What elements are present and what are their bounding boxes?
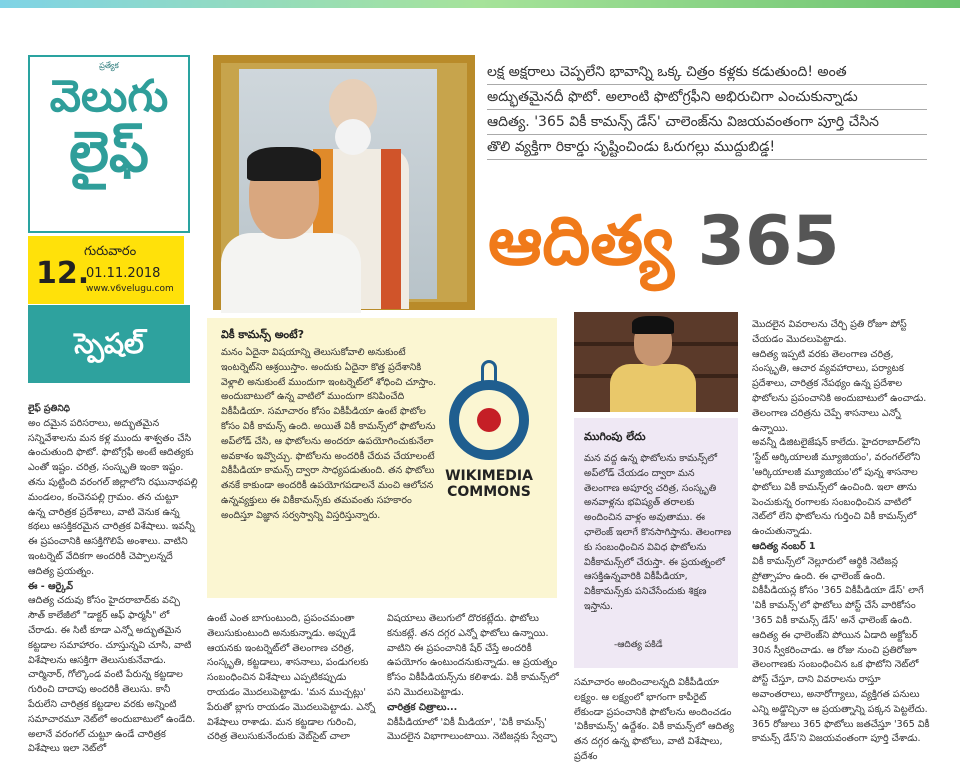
masthead-title-line2: లైఫ్ — [69, 120, 149, 185]
conclusion-box — [574, 418, 738, 668]
weekday: గురువారం — [84, 244, 137, 259]
headline-line: తొలి వ్యక్తిగా రికార్డు సృష్టించిండు ఓరుగల్లు ముద్దుబిడ్డ! — [487, 135, 927, 160]
right-column — [752, 318, 930, 748]
box-heading: ముగింపు లేదు — [584, 430, 646, 443]
wiki-commons-box — [207, 318, 557, 598]
date-box — [28, 236, 184, 304]
signature: -ఆదిత్య పకిడే — [614, 640, 663, 650]
bookshelf-photo — [574, 312, 738, 412]
box-text: మనం ఏదైనా విషయాన్ని తెలుసుకోవాలి అనుకుంటే ఇంటర్నెట్‌ని ఆశ్రయిస్తాం. అందుకు ఏదైనా కొత్త ప్రదేశానికి వెళ్లాలి అనుకుంటే ముందుగా ఇంటర్నెట్‌లో శోధించి చూస్తాం. అందుబాటులో ఉన్న వాటిలో ముందుగా కనిపించేది వికీపీడియా. సమాచారం కోసం వికీపీడియా ఉంటే ఫొటోల కోసం వికీ కామన్స్ ఉంది. అయితే వికీ కామన్స్‌లో ఫొటోలను అప్‌లోడ్ చేసి, ఆ ఫొటోలను అందరూ ఉపయోగించుకునేలా అవకాశం ఇవ్వొచ్చు. ఫొటోలను అందరికీ చేరువ చేయాలంటే వికీపీడియా కామన్స్ ద్వారా సాధ్యపడుతుంది. తన ఫొటోలు తనకే కాకుండా అందరికీ ఉపయోగపడాలనే మంచి ఆలోచన ఉన్నవ్యక్తులు ఈ వికీకామన్స్‌కు తమవంతు సహకారం అందిస్తూ విజ్ఞాన సర్వస్వాన్ని విస్తరిస్తున్నారు. — [221, 347, 437, 521]
article-paragraph: వికీ కామన్స్‌లో నెల్లూరులో ఆర్థికి నెటిజన్ల ప్రోత్సాహం ఉంది. ఈ ఛాలెంజ్ ఉంది. వికీపీడియన్ల కోసం '365 వికీపీడియా డేస్' లాగే 'వికీ కామన్స్'లో ఫొటోలు పోస్ట్ చేసే వారికోసం '365 వికీ కామన్స్ డేస్' అనే ఛాలెంజ్ ఉంది. ఆదిత్య ఈ ఛాలెంజ్‌ని పోయిన ఏడాది అక్టోబర్ 30న స్వీకరించాడు. ఆ రోజు నుంచి ప్రతిరోజూ తెలంగాణకు సంబంధించిన ఒక ఫొటోని నెట్‌లో పోస్ట్ చేస్తూ, దాని వివరాలను రాస్తూ అవాంతరాలు, అనారోగ్యాలు, వ్యక్తిగత పనులు ఎన్ని అడ్డొచ్చినా ఆ ప్రయత్నాన్ని పక్కన పెట్టలేదు. 365 రోజులు 365 ఫొటోలు జతచేస్తూ '365 వికీ కామన్స్ డేస్'ని విజయవంతంగా పూర్తి చేశాడు. — [752, 555, 930, 745]
byline: లైఫ్ ప్రతినిధి — [28, 404, 71, 414]
big-title-telugu: ఆదిత్య — [488, 202, 674, 281]
article-paragraph: ఆదిత్య ఇప్పటి వరకు తెలంగాణ చరిత్ర, సంస్కృతి, ఆచార వ్యవహారాలు, పర్యాటక ప్రదేశాలు, చారిత్రక నేపథ్యం ఉన్న ప్రదేశాల ఫొటోలను ప్రపంచానికి అందుబాటులో ఉంచాడు. తెలంగాణ చరిత్రను చెప్పే శాసనాలు ఎన్నో ఉన్నాయి. — [752, 348, 927, 434]
article-paragraph: మొదలైన వివరాలను చేర్చి ప్రతి రోజూ పోస్ట్ చేయడం మొదలుపెట్టాడు. — [752, 319, 907, 345]
bottom-column-2 — [387, 612, 567, 742]
subheading: చారిత్రక చిత్రాలు... — [387, 701, 458, 713]
article-paragraph: వికీపీడియాలో 'వికీ మీడియా', 'వికీ కామన్స్' మొదలైన విభాగాలుంటాయి. నెటిజన్లకు స్వేచ్ఛా — [387, 716, 557, 743]
main-photo — [213, 55, 475, 310]
subheading: ఈ - ఆర్కైవ్ — [28, 580, 74, 592]
issue-number: 12. — [36, 256, 90, 291]
section-label: స్పెషల్ — [28, 305, 190, 383]
article-paragraph: విషయాలు తెలుగులో దొరకట్లేదు. ఫొటోలు కనుకట్లే. తన దగ్గర ఎన్నో ఫొటోలు ఉన్నాయి. వాటిని ఈ ప్రపంచానికి షేర్ చేస్తే అందరికీ ఉపయోగం ఉంటుందనుకున్నాడు. ఆ ప్రయత్నం కోసం వికీపీడియన్స్‌ను కలిశాడు. వికీ కామన్స్‌లో పని మొదలుపెట్టాడు. — [387, 613, 559, 698]
big-title — [488, 198, 938, 288]
subheading: ఆదిత్య నంబర్ 1 — [752, 540, 816, 552]
aditya-photo — [221, 233, 361, 313]
top-accent-bar — [0, 0, 960, 8]
bottom-column-1: ఉంటే ఎంత బాగుంటుంది, ప్రపంచమంతా తెలుసుకుంటుంది అనుకున్నాడు. అప్పుడే ఆయనకు ఇంటర్నెట్‌లో తెలంగాణ చరిత్ర, సంస్కృతి, కట్టడాలు, శాసనాలు, పండుగలకు సంబంధించిన విశేషాలు ఎప్పటికప్పుడు రాయడం మొదలుపెట్టాడు. 'మన ముచ్చట్లు' పేరుతో బ్లాగు రాయడం మొదలుపెట్టాడు. ఎన్నో విశేషాలు రాశాడు. మన కట్టడాల గురించి, చరిత్ర తెలుసుకునేందుకు వెబ్‌సైట్ చాలా — [207, 613, 376, 743]
headline-line: అద్భుతమైనదీ ఫొటో. అలాంటి ఫొటోగ్రఫీని అభిరుచిగా ఎంచుకున్నాడు — [487, 85, 927, 110]
logo-label: WIKIMEDIA COMMONS — [445, 468, 533, 500]
headline-line: లక్ష అక్షరాలు చెప్పలేని భావాన్ని ఒక్క చిత్రం కళ్లకు కడుతుంది! అంత — [487, 60, 927, 85]
headline-line: ఆదిత్య. '365 వికీ కామన్స్ డేస్' చాలెంజ్‌ను విజయవంతంగా పూర్తి చేసిన — [487, 110, 927, 135]
left-column — [28, 402, 198, 755]
article-paragraph: అం దమైన పరిసరాలు, అద్భుతమైన సన్నివేశాలను మన కళ్ల ముందు శాశ్వతం చేసి ఉంచుతుంది ఫొటో. ఫొటోగ్రఫీ అంటే ఆదిత్యకు ఎంతో ఇష్టం. చరిత్ర, సంస్కృతి ఇంకా ఇష్టం. తను పుట్టింది వరంగల్ జిల్లాలోని రఘునాథపల్లి మండలం, కంచెనపల్లి గ్రామం. తన చుట్టూ ఉన్న చారిత్రక ప్రదేశాలు, వాటి వెనుక ఉన్న కథలు ఆసక్తికరమైన చారిత్రక విశేషాలు. ఇవన్నీ ఈ ప్రపంచానికి ఆసక్తిగొలిపే అంశాలు. వాటిని ఇంటర్నెట్ వేదికగా అందరికీ చెప్పాలన్నదే ఆదిత్య ప్రయత్నం. — [28, 417, 198, 577]
bottom-column-3: సమాచారం అందించాలన్నది వికీపీడియా లక్ష్యం. ఆ లక్ష్యంలో భాగంగా కాపీరైట్ లేకుండా ప్రపంచానికి ఫొటోలను అందించడం 'వికీకామన్స్' ఉద్దేశం. వికీ కామన్స్‌లో ఆదిత్య తన దగ్గర ఉన్న ఫొటోలు, వాటి విశేషాలు, ప్రదేశం — [574, 677, 734, 762]
box-heading: వికీ కామన్స్ అంటే? — [221, 328, 304, 341]
masthead-title-line1: వెలుగు — [49, 71, 169, 122]
big-title-number: 365 — [697, 202, 840, 281]
issue-date: 01.11.2018 — [86, 266, 161, 281]
website-url: www.v6velugu.com — [86, 284, 174, 294]
headline — [487, 60, 927, 160]
logo-dot-icon — [477, 408, 501, 432]
article-paragraph: ఆదిత్య చదువు కోసం హైదరాబాద్‌కు వచ్చి సౌత్ కాలేజీలో "డాక్టర్ ఆఫ్ ఫార్మసీ" లో చేరాడు. ఈ సిటీ కూడా ఎన్నో అద్భుతమైన కట్టడాల సమాహారం. చూస్తున్నవి చూసి, వాటి విశేషాలను ఆసక్తిగా తెలుసుకునేవాడు. చార్మినార్, గోల్కొండ వంటి పేరున్న కట్టడాల గురించి దాదాపు అందరికీ తెలుసు. కానీ పేరులేని చారిత్రక కట్టడాల వరకు అన్నింటి సమాచారమూ నెట్‌లో అందుబాటులో ఉండేది. అలానే వరంగల్ చుట్టూ ఉండే చారిత్రక విశేషాలు ఇలా నెట్‌లో — [28, 595, 196, 755]
wikimedia-commons-logo — [435, 360, 543, 500]
article-paragraph: అవన్నీ డిజిటలైజేషన్ కాలేదు. హైదరాబాద్‌లోని 'స్టేట్ ఆర్కియాలజీ మ్యూజియం', వరంగల్‌లోని 'ఆర్కియాలజీ మ్యూజియం'లో పున్న శాసనాల ఫొటోలు వికీ కామన్స్‌లో ఉంచింది. ఇలా తాను పెంచుకున్న రంగాలకు సంబంధించిన వాటిలో నెట్‌లో లేని ఫొటోలను గుర్తించి వికీ కామన్స్‌లో ఉంచుతున్నాడు. — [752, 437, 921, 538]
masthead-small-label: ప్రత్యేక — [99, 61, 119, 70]
box-text: మన వద్ద ఉన్న ఫొటోలను కామన్స్‌లో అప్‌లోడ్ చేయడం ద్వారా మన తెలంగాణ అపూర్వ చరిత్ర, సంస్కృతి అనవాళ్లను భవిష్యత్ తరాలకు అందించిన వాళ్లం అవుతాము. ఈ ఛాలెంజ్ ఇలాగే కొనసాగిస్తాను. తెలంగాణ కు సంబంధించిన వివిధ ఫొటోలను వికీకామన్స్‌లో చేరుస్తా. ఈ ప్రయత్నంలో ఆసక్తిఉన్నవారికి వికీపీడియా, వికీకామన్స్‌కు పనిచేసేందుకు శిక్షణ ఇస్తాను. — [584, 453, 732, 612]
masthead — [28, 55, 190, 233]
